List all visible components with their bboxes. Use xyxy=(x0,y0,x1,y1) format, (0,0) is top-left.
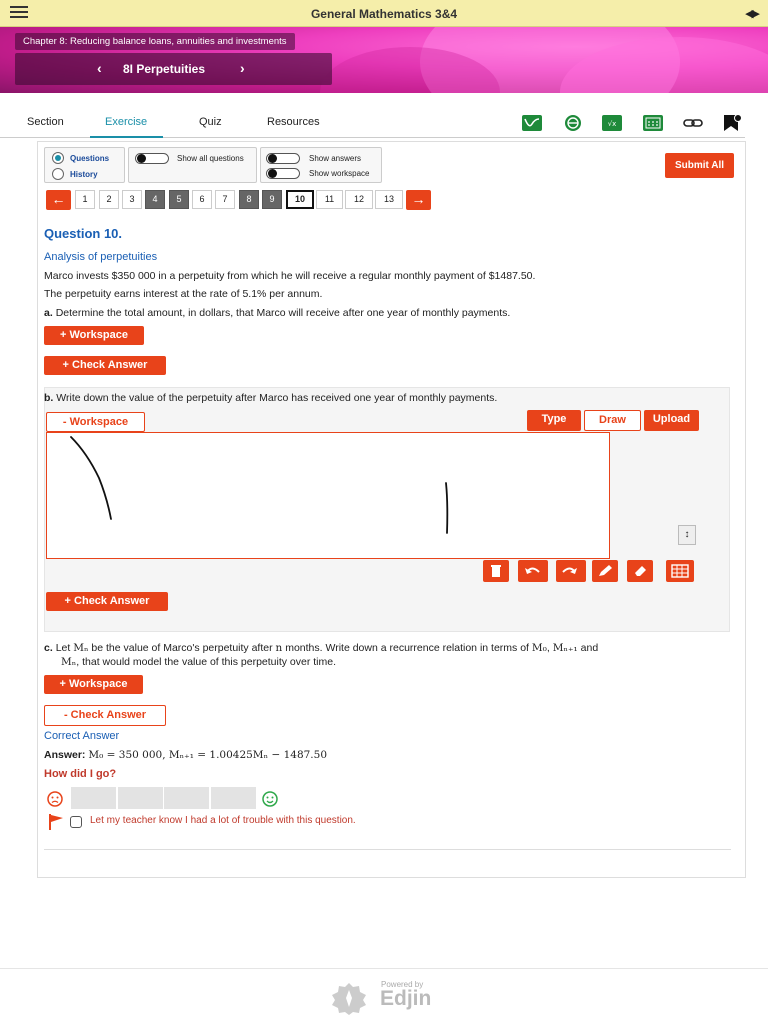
drawing-strokes xyxy=(47,433,609,558)
part-b-label: b. xyxy=(44,392,54,404)
edjin-logo-icon xyxy=(330,981,368,1015)
svg-text:√x: √x xyxy=(607,120,617,128)
type-mode-button[interactable]: Type xyxy=(527,410,581,431)
link-icon[interactable] xyxy=(682,114,704,132)
bookmark-flag-icon[interactable] xyxy=(721,114,743,132)
page-button-3[interactable]: 3 xyxy=(122,190,142,209)
grid-toggle-button[interactable] xyxy=(666,560,694,582)
next-question-button[interactable]: → xyxy=(406,190,431,210)
question-line-2: The perpetuity earns interest at the rate of 5.1% per annum. xyxy=(44,288,323,300)
part-c-math-m0: M₀ xyxy=(531,642,547,654)
tab-quiz[interactable]: Quiz xyxy=(199,116,222,128)
part-c-math-mn1: Mₙ₊₁ xyxy=(552,642,578,654)
flag-icon xyxy=(47,813,65,831)
page-button-4[interactable]: 4 xyxy=(145,190,165,209)
part-c-text-line-2 xyxy=(61,656,336,668)
rating-bar-4[interactable] xyxy=(211,787,256,809)
clear-canvas-button[interactable] xyxy=(483,560,509,582)
show-workspace-toggle[interactable] xyxy=(266,168,300,179)
part-c-mid: be the value of Marco's perpetuity after xyxy=(88,642,276,654)
page-button-10[interactable]: 10 xyxy=(286,190,314,209)
part-a-text xyxy=(44,307,510,319)
part-a-workspace-button[interactable]: + Workspace xyxy=(44,326,144,345)
part-c-math-mn-2: Mₙ xyxy=(61,656,77,668)
cas-calculator-icon[interactable] xyxy=(601,114,623,132)
grid-icon xyxy=(671,564,689,578)
part-a-question: Determine the total amount, in dollars, that Marco will receive after one year of monthly payments. xyxy=(55,307,511,319)
undo-icon xyxy=(523,564,541,578)
redo-button[interactable] xyxy=(556,560,586,582)
drawing-canvas[interactable] xyxy=(46,432,610,559)
part-c-sep: , xyxy=(546,642,553,654)
previous-question-button[interactable]: ← xyxy=(46,190,71,210)
eraser-tool-button[interactable] xyxy=(627,560,653,582)
graphing-calculator-icon[interactable] xyxy=(521,114,543,132)
divider xyxy=(44,849,731,850)
redo-icon xyxy=(561,564,579,578)
page-button-6[interactable]: 6 xyxy=(192,190,212,209)
part-c-check-answer-toggle-button[interactable]: - Check Answer xyxy=(44,705,166,726)
rating-bar-3[interactable] xyxy=(164,787,209,809)
rating-bar-2[interactable] xyxy=(118,787,163,809)
part-c-label: c. xyxy=(44,642,53,654)
submit-all-button[interactable]: Submit All xyxy=(665,153,734,178)
split-view-icon[interactable]: ◀▶ xyxy=(745,8,758,20)
calculator-icon[interactable] xyxy=(642,114,664,132)
powered-by-label: Powered by xyxy=(381,980,424,989)
show-answers-label: Show answers xyxy=(309,154,362,163)
question-title: Question 10. xyxy=(44,226,123,241)
sad-face-icon[interactable] xyxy=(47,791,63,807)
teacher-trouble-label: Let my teacher know I had a lot of trouble with this question. xyxy=(90,815,356,826)
questions-radio[interactable] xyxy=(52,152,64,164)
page-button-2[interactable]: 2 xyxy=(99,190,119,209)
tab-section[interactable]: Section xyxy=(27,116,64,128)
pen-tool-button[interactable] xyxy=(592,560,618,582)
part-b-text xyxy=(44,392,497,404)
part-c-workspace-button[interactable]: + Workspace xyxy=(44,675,143,694)
show-all-questions-label: Show all questions xyxy=(177,154,244,163)
pencil-icon xyxy=(597,564,613,578)
undo-button[interactable] xyxy=(518,560,548,582)
tab-exercise[interactable]: Exercise xyxy=(90,116,163,138)
part-c-text-line-1 xyxy=(44,642,598,654)
correct-answer-label: Correct Answer xyxy=(44,730,120,742)
part-c-math-mn: Mₙ xyxy=(73,642,89,654)
question-line-1: Marco invests $350 000 in a perpetuity from which he will receive a regular monthly payment of $1487.50. xyxy=(44,270,536,282)
history-radio-label: History xyxy=(70,170,98,179)
show-all-questions-box xyxy=(128,147,257,183)
scientific-calculator-icon[interactable] xyxy=(562,114,584,132)
question-subtitle: Analysis of perpetuities xyxy=(44,251,158,263)
part-b-question: Write down the value of the perpetuity after Marco has received one year of monthly payments. xyxy=(56,392,498,404)
draw-mode-button[interactable]: Draw xyxy=(584,410,641,431)
part-c-intro: Let xyxy=(55,642,74,654)
page-button-7[interactable]: 7 xyxy=(215,190,235,209)
top-bar xyxy=(0,0,768,27)
part-a-label: a. xyxy=(44,307,53,319)
part-c-and: and xyxy=(577,642,599,654)
questions-radio-label: Questions xyxy=(70,154,110,163)
page-button-13[interactable]: 13 xyxy=(375,190,403,209)
page-button-11[interactable]: 11 xyxy=(316,190,343,209)
section-navigator xyxy=(15,53,332,85)
part-c-math-n: n xyxy=(275,642,283,654)
resize-handle-icon[interactable]: ↕ xyxy=(678,525,696,545)
upload-mode-button[interactable]: Upload xyxy=(644,410,699,431)
app-title: General Mathematics 3&4 xyxy=(310,7,458,21)
part-b-check-answer-button[interactable]: + Check Answer xyxy=(46,592,168,611)
history-radio[interactable] xyxy=(52,168,64,180)
answer-line xyxy=(44,749,327,761)
trash-icon xyxy=(488,564,504,578)
page-button-8[interactable]: 8 xyxy=(239,190,259,209)
part-c-post-2: , that would model the value of this perpetuity over time. xyxy=(76,656,337,668)
next-section-button[interactable]: › xyxy=(240,60,245,76)
rating-bar-1[interactable] xyxy=(71,787,116,809)
teacher-trouble-checkbox[interactable] xyxy=(70,816,82,828)
section-title: 8I Perpetuities xyxy=(123,62,206,76)
part-c-post: months. Write down a recurrence relation in terms of xyxy=(282,642,532,654)
happy-face-icon[interactable] xyxy=(262,791,278,807)
show-options-box xyxy=(260,147,382,183)
previous-section-button[interactable]: ‹ xyxy=(97,60,102,76)
chapter-title: Chapter 8: Reducing balance loans, annuities and investments xyxy=(15,33,295,50)
chapter-banner xyxy=(0,27,768,93)
page-button-1[interactable]: 1 xyxy=(75,190,95,209)
show-answers-toggle[interactable] xyxy=(266,153,300,164)
edjin-brand: Edjin xyxy=(380,987,432,1010)
page-button-12[interactable]: 12 xyxy=(345,190,373,209)
show-workspace-label: Show workspace xyxy=(309,169,370,178)
page-button-9[interactable]: 9 xyxy=(262,190,282,209)
part-b-workspace-toggle-button[interactable]: - Workspace xyxy=(46,412,145,432)
show-all-questions-toggle[interactable] xyxy=(135,153,169,164)
tab-resources[interactable]: Resources xyxy=(267,116,320,128)
answer-math: M₀ = 350 000, Mₙ₊₁ = 1.00425Mₙ − 1487.50 xyxy=(88,749,327,761)
part-a-check-answer-button[interactable]: + Check Answer xyxy=(44,356,166,375)
eraser-icon xyxy=(632,564,648,578)
page-button-5[interactable]: 5 xyxy=(169,190,189,209)
footer xyxy=(0,968,768,1024)
mode-selector xyxy=(44,147,125,183)
tab-bar xyxy=(0,110,745,138)
answer-label: Answer: xyxy=(44,749,89,761)
how-did-i-go-label: How did I go? xyxy=(44,768,117,780)
